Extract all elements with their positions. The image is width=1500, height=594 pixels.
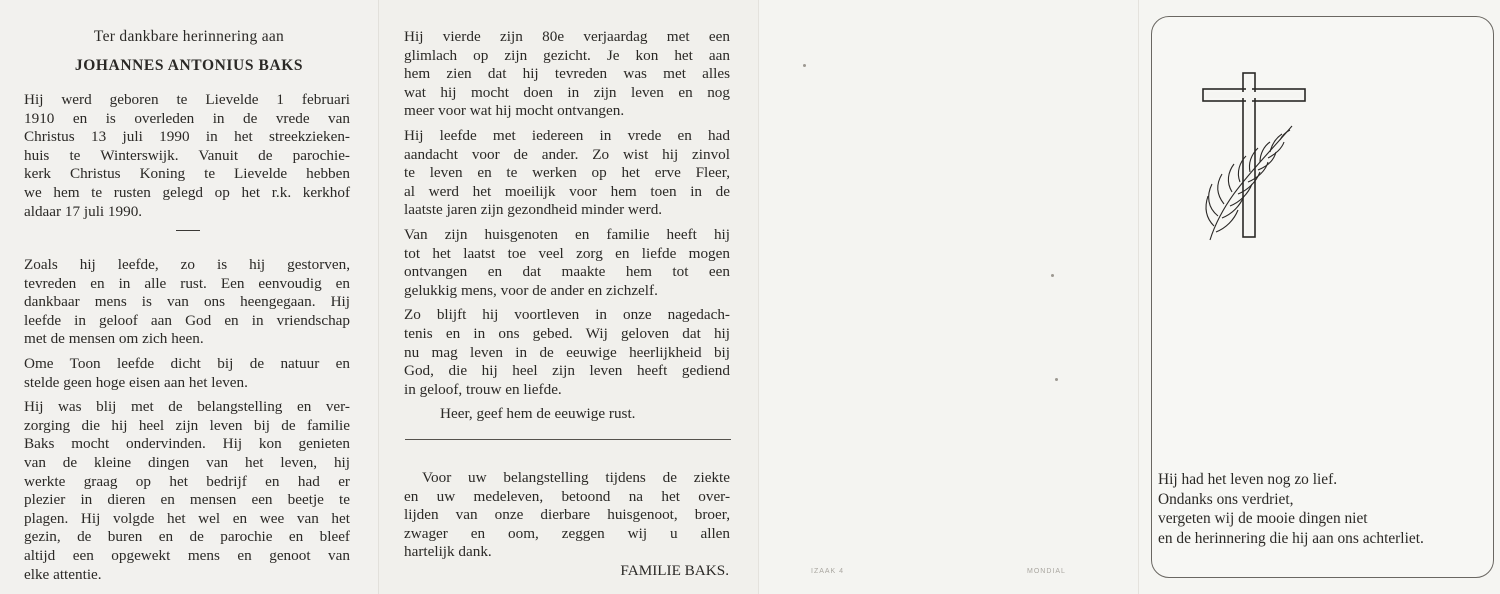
middle-panel	[378, 0, 758, 594]
eulogy-line: zorging die hij heel zijn leven bij de familie	[24, 416, 350, 434]
thanks-line: hartelijk dank.	[404, 543, 492, 561]
cross-with-palm-branch-icon	[1196, 68, 1308, 248]
eulogy-line: met de mensen om zich heen.	[24, 330, 204, 348]
eulogy-line: te leven en te werken op het erve Fleer,	[404, 164, 730, 182]
thanks-line: lijden van onze dierbare huisgenoot, broer,	[404, 506, 730, 524]
eulogy-line: altijd een opgewekt mens en genoot van	[24, 546, 350, 564]
bio-line: we hem te rusten gelegd op het r.k. kerkhof	[24, 183, 350, 201]
biography-text	[24, 91, 350, 221]
eulogy-line: Hij was blij met de belangstelling en ver-	[24, 398, 350, 416]
eulogy-line: leefde in geloof aan God en in vriendschap	[24, 311, 350, 329]
eulogy-line: wat hij mocht doen in zijn leven en nog	[404, 83, 730, 101]
eulogy-line: gelukkig mens, voor de ander en zichzelf.	[404, 281, 658, 299]
eulogy-line: Hij leefde met iedereen in vrede en had	[404, 126, 730, 144]
eulogy-line: tevreden en in alle rust. Een eenvoudig en	[24, 274, 350, 292]
eulogy-line: Ome Toon leefde dicht bij de natuur en	[24, 354, 350, 372]
eulogy-line: hem zien dat hij tevreden was met alles	[404, 65, 730, 83]
prayer-line: Heer, geef hem de eeuwige rust.	[440, 405, 636, 423]
dedication-heading: Ter dankbare herinnering aan	[93, 28, 285, 45]
eulogy-line: elke attentie.	[24, 565, 102, 583]
eulogy-line: plagen. Hij volgde het wel en wee van het	[24, 509, 350, 527]
bio-line: 1910 en is overleden in de vrede van	[24, 109, 350, 127]
eulogy-line: stelde geen hoge eisen aan het leven.	[24, 373, 248, 391]
blank-panel	[758, 0, 1138, 594]
eulogy-line: van de kleine dingen van het leven, hij	[24, 453, 350, 471]
eulogy-line: al werd het moeilijk voor hem toen in de	[404, 182, 730, 200]
poem-line: en de herinnering die hij aan ons achterliet.	[1158, 529, 1424, 547]
eulogy-line: tenis en in ons gebed. Wij geloven dat hij	[404, 324, 730, 342]
section-divider	[176, 230, 200, 231]
eulogy-line: Zo blijft hij voortleven in onze nagedach-	[404, 306, 730, 324]
family-signature: FAMILIE BAKS.	[620, 562, 729, 579]
eulogy-line: meer voor wat hij mocht ontvangen.	[404, 102, 625, 120]
thanks-line: zwager en oom, zeggen wij u allen	[404, 524, 730, 542]
eulogy-line: werkte graag op het bedrijf en had er	[24, 472, 350, 490]
left-panel	[0, 0, 378, 594]
eulogy-text	[24, 256, 350, 584]
eulogy-line: Zoals hij leefde, zo is hij gestorven,	[24, 256, 350, 273]
eulogy-line: plezier in dieren en mensen een beetje te	[24, 491, 350, 509]
paper-speck	[803, 64, 806, 67]
eulogy-line: gezin, de buren en de parochie en bleef	[24, 528, 350, 546]
printer-imprint: IZAAK 4	[811, 568, 845, 575]
poem-line: vergeten wij de mooie dingen niet	[1158, 510, 1368, 528]
deceased-name: JOHANNES ANTONIUS BAKS	[74, 57, 304, 74]
eulogy-line: Baks mocht ondervinden. Hij kon genieten	[24, 435, 350, 453]
thanks-line: en uw medeleven, betoond na het over-	[404, 487, 730, 505]
eulogy-line: tot het laatst toe veel zorg en liefde mogen	[404, 244, 730, 262]
paper-speck	[1055, 378, 1058, 381]
poem-line: Ondanks ons verdriet,	[1158, 490, 1294, 508]
eulogy-line: glimlach op zijn gezicht. Je kon het aan	[404, 46, 730, 64]
poem-line: Hij had het leven nog zo lief.	[1158, 471, 1338, 488]
bio-line: kerk Christus Koning te Lievelde hebben	[24, 165, 350, 183]
eulogy-line: Hij vierde zijn 80e verjaardag met een	[404, 28, 730, 45]
eulogy-line: ontvangen en dat maakte hem tot een	[404, 263, 730, 281]
memorial-poem	[1158, 470, 1498, 548]
eulogy-continued-text	[404, 28, 730, 424]
eulogy-line: Van zijn huisgenoten en familie heeft hij	[404, 225, 730, 243]
eulogy-line: aandacht voor de ander. Zo wist hij zinvol	[404, 145, 730, 163]
thanks-line: Voor uw belangstelling tijdens de ziekte	[422, 469, 730, 486]
printer-imprint: MONDIAL	[1027, 568, 1066, 575]
bio-line: aldaar 17 juli 1990.	[24, 202, 143, 220]
eulogy-line: nu mag leven in de eeuwige heerlijkheid bij	[404, 343, 730, 361]
eulogy-line: in geloof, trouw en liefde.	[404, 380, 562, 398]
bio-line: huis te Winterswijk. Vanuit de parochie-	[24, 146, 350, 164]
eulogy-line: God, die hij heel zijn leven heeft gediend	[404, 362, 730, 380]
eulogy-line: laatste jaren zijn gezondheid minder werd.	[404, 201, 663, 219]
paper-speck	[1051, 274, 1054, 277]
eulogy-line: dankbaar mens is van ons heengegaan. Hij	[24, 293, 350, 311]
horizontal-rule	[405, 439, 731, 440]
bio-line: Hij werd geboren te Lievelde 1 februari	[24, 91, 350, 108]
bio-line: Christus 13 juli 1990 in het streekzieken-	[24, 128, 350, 146]
thanks-text	[404, 469, 730, 562]
